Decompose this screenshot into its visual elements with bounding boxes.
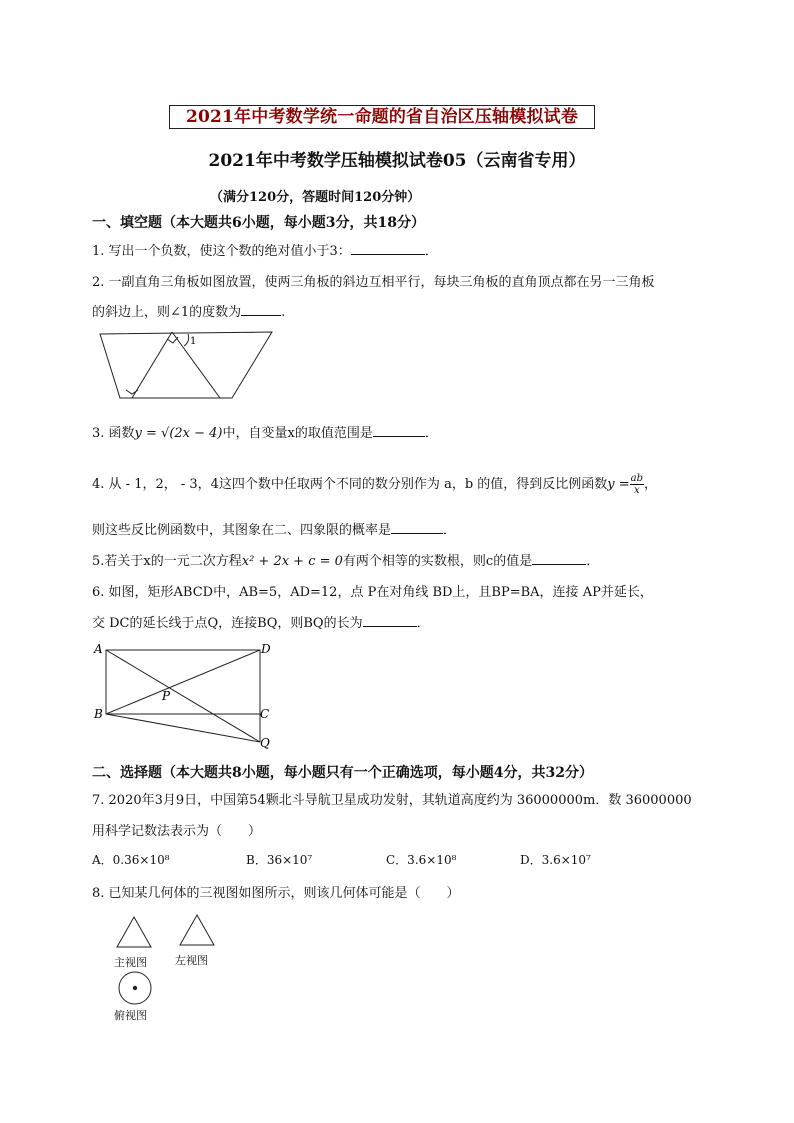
point-d-label: D <box>261 642 271 656</box>
question-8: 8. 已知某几何体的三视图如图所示，则该几何体可能是（ ） <box>92 886 460 901</box>
front-view-triangle-icon <box>114 914 154 950</box>
question-4-func-y: y = <box>607 477 630 492</box>
question-2-line-2: 的斜边上，则∠1的度数为 . <box>92 305 286 320</box>
question-4-line-2: 则这些反比例函数中，其图象在二、四象限的概率是 ． <box>92 523 457 538</box>
question-4-text: 4. 从 - 1，2， - 3，4这四个数中任取两个不同的数分别作为 a，b 的值，得到反比例函数 <box>92 477 608 492</box>
question-5-suffix: 有两个相等的实数根，则c的值是 <box>342 554 533 569</box>
option-d[interactable]: D．3.6×10⁷ <box>520 853 591 867</box>
left-view-triangle-icon <box>177 912 217 948</box>
document-subtitle: （满分120分，答题时间120分钟） <box>210 190 421 205</box>
fraction-denominator: x <box>634 485 640 496</box>
document-title: 2021年中考数学压轴模拟试卷05（云南省专用） <box>208 151 586 171</box>
question-2-text: 的斜边上，则∠1的度数为 <box>92 305 242 320</box>
banner-title: 2021年中考数学统一命题的省自治区压轴模拟试卷 <box>169 105 595 129</box>
answer-blank <box>532 552 586 565</box>
section-heading-fill-blank: 一、填空题（本大题共6小题，每小题3分，共18分） <box>92 215 425 231</box>
answer-blank <box>241 303 281 316</box>
answer-blank <box>373 424 425 437</box>
question-6-line-2: 交 DC的延长线于点Q，连接BQ，则BQ的长为 ． <box>92 616 430 631</box>
fraction-numerator: ab <box>630 473 644 484</box>
question-7-line-2: 用科学记数法表示为（ ） <box>92 824 262 839</box>
left-view-label: 左视图 <box>175 954 208 967</box>
rectangle-abcd-figure <box>92 640 282 752</box>
top-view-circle-icon <box>115 970 155 1006</box>
question-3-prefix: 3. 函数 <box>92 426 135 441</box>
top-view-label: 俯视图 <box>114 1009 147 1022</box>
triangle-rulers-figure <box>96 328 278 402</box>
point-p-label: P <box>162 689 171 703</box>
answer-blank <box>363 614 417 627</box>
question-3-suffix: 中，自变量x的取值范围是 <box>222 426 373 441</box>
answer-blank <box>391 521 443 534</box>
angle-1-label: 1 <box>190 336 197 347</box>
front-view-label: 主视图 <box>114 956 147 969</box>
question-5-prefix: 5.若关于x的一元二次方程 <box>92 554 242 569</box>
question-1-text: 1. 写出一个负数，使这个数的绝对值小于3： <box>92 244 351 259</box>
point-q-label: Q <box>260 736 270 750</box>
option-a[interactable]: A．0.36×10⁸ <box>92 853 170 867</box>
question-5: 5.若关于x的一元二次方程x² + 2x + c = 0有两个相等的实数根，则c的值是 ． <box>92 554 600 569</box>
question-1: 1. 写出一个负数，使这个数的绝对值小于3： ． <box>92 244 438 259</box>
question-3: 3. 函数y = √(2x − 4)中，自变量x的取值范围是 ． <box>92 426 438 441</box>
question-3-formula: y = √(2x − 4) <box>134 426 223 441</box>
option-c[interactable]: C．3.6×10⁸ <box>386 853 457 867</box>
question-7-line-1: 7. 2020年3月9日，中国第54颗北斗导航卫星成功发射，其轨道高度约为 36000000m．数 36000000 <box>92 793 692 808</box>
question-6-text: 交 DC的延长线于点Q，连接BQ，则BQ的长为 <box>92 616 363 631</box>
point-b-label: B <box>94 707 103 721</box>
question-5-equation: x² + 2x + c = 0 <box>241 554 343 569</box>
section-heading-multiple-choice: 二、选择题（本大题共8小题，每小题只有一个正确选项，每小题4分，共32分） <box>92 765 593 781</box>
option-b[interactable]: B．36×10⁷ <box>246 853 313 867</box>
point-a-label: A <box>94 642 103 656</box>
answer-blank <box>351 242 425 255</box>
question-6-line-1: 6. 如图，矩形ABCD中，AB=5，AD=12，点 P在对角线 BD上，且BP=BA，连接 AP并延长， <box>92 585 653 600</box>
point-c-label: C <box>260 707 270 721</box>
question-4-fraction <box>630 473 644 496</box>
question-4-line-1: 4. 从 - 1，2， - 3，4这四个数中任取两个不同的数分别作为 a，b 的值，得到反比例函数y = $\frac{ab}{x}$ ， <box>92 473 658 496</box>
question-2-line-1: 2. 一副直角三角板如图放置，使两三角板的斜边互相平行，每块三角板的直角顶点都在另一三角板 <box>92 275 655 290</box>
question-4-line-2-text: 则这些反比例函数中，其图象在二、四象限的概率是 <box>92 523 392 538</box>
